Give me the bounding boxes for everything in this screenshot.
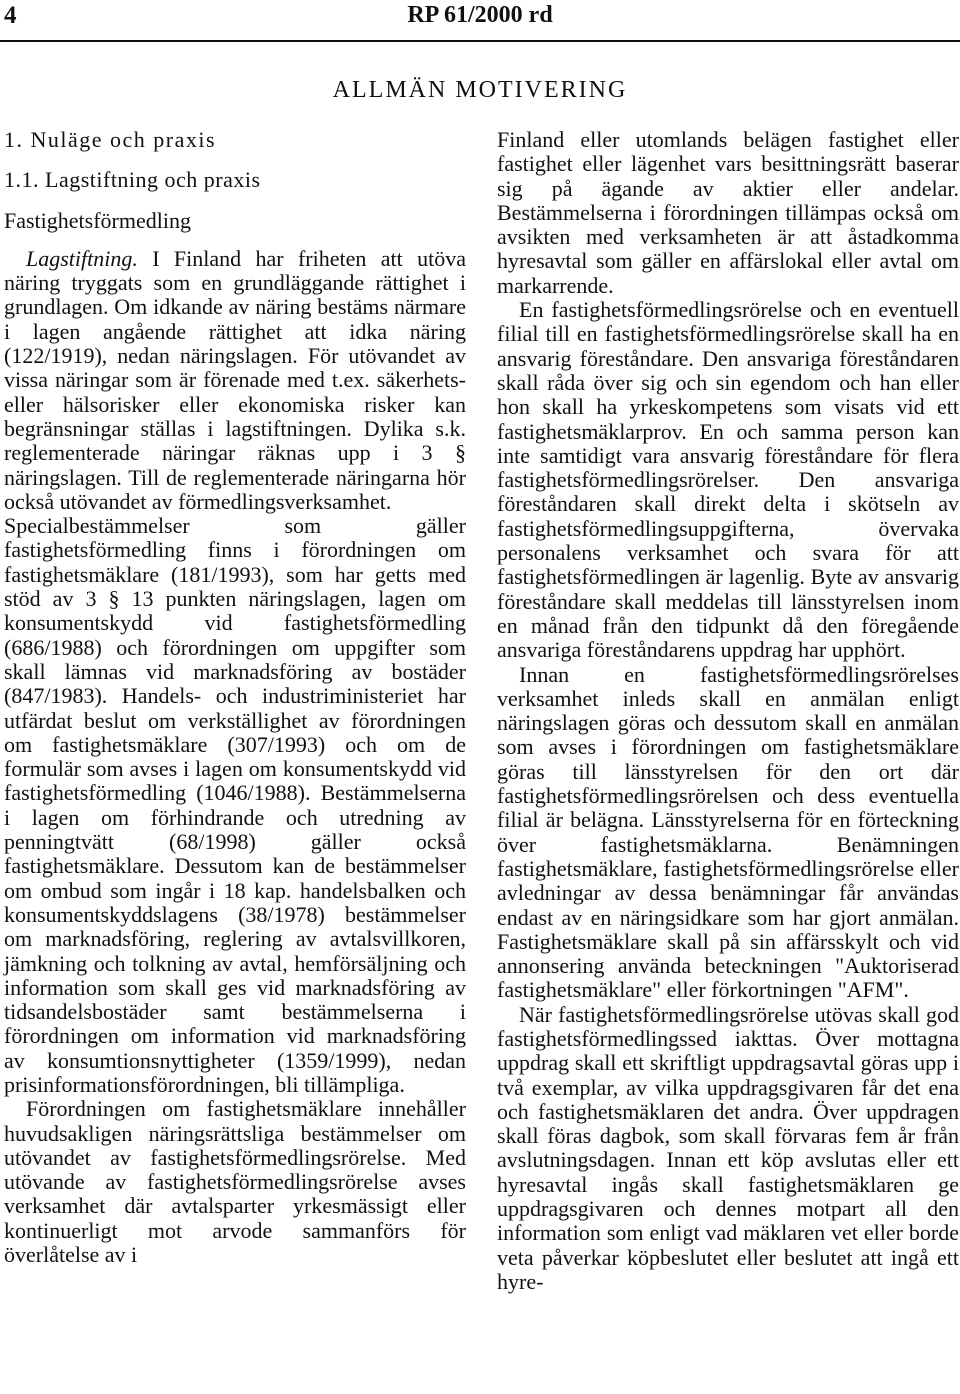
paragraph-lead: Lagstiftning. bbox=[26, 245, 138, 271]
document-id: RP 61/2000 rd bbox=[407, 2, 553, 28]
paragraph: Innan en fastighetsförmedlingsrörelses verksamhet inleds skall en anmälan enligt näringslagen göras och dessutom skall en anmälan som avses i förordningen om fastighetsmäklare göras till länsstyrelsen för den ort där fastighetsförmedlingsrörelsen och dess eventuella filial är belägna. Länsstyrelserna för en förteckning över fastighetsmäklarna. Benämningen fastighetsmäklare, fastighetsförmedlingsrörelse eller avledningar av dessa benämningar får användas endast av en näringsidkare som har gjort anmälan. Fastighetsmäklare skall på sin affärsskylt och vid annonsering använda beteckningen "Auktoriserad fastighetsmäklare" eller förkortningen "AFM". bbox=[497, 661, 959, 1003]
paragraph-text: I Finland har friheten att utöva näring tryggats som en grundläggande rättighet i grundlagen. Om idkande av näring bestäms närmare i lagen angående rättighet att idka näring (122/1919), nedan näringslagen. För utövandet av vissa näringar som är förenade med t.ex. säkerhets- eller hälsorisker eller ekonomiska risker kan begränsningar ställas i lagstiftningen. Dylika s.k. reglementerade näringar räknas upp i 3 § näringslagen. Till de reglementerade näringarna hör också utövandet av förmedlingsverksamhet. bbox=[4, 245, 466, 514]
right-column bbox=[497, 128, 959, 1294]
left-column bbox=[4, 128, 466, 1267]
paragraph: Specialbestämmelser som gäller fastighetsförmedling finns i förordningen om fastighetsmäklare (181/1993), som har getts med stöd av 3 § 13 punkten näringslagen, lagen om konsumentskydd vid fastighetsförmedling (686/1988) och förordningen om uppgifter som skall lämnas vid marknadsföring av bostäder (847/1983). Handels- och industriministeriet har utfärdat beslut om verkställighet av förordningen om fastighetsmäklare (307/1993) och om de formulär som avses i lagen om konsumentskydd vid fastighetsförmedling (1046/1988). Bestämmelserna i lagen om förhindrande och utredning av penningtvätt (68/1998) gäller också fastighetsmäklare. Dessutom kan de bestämmelser om ombud som ingår i 18 kap. handelsbalken och konsumentskyddslagens (38/1978) bestämmelser om marknadsföring, reglering av avtalsvillkoren, jämkning och tolkning av avtal, hemförsäljning och information som skall ges vid marknadsföring av tidsandelsbostäder samt bestämmelserna i förordningen om information vid marknadsföring av konsumtionsnyttigheter (1359/1999), nedan prisinformationsförordningen, bli tillämpliga. bbox=[4, 513, 466, 1097]
page-number: 4 bbox=[4, 2, 17, 29]
paragraph: Förordningen om fastighetsmäklare innehåller huvudsakligen näringsrättsliga bestämmelser om utövandet av fastighetsförmedlingsrörelse. Med utövande av fastighetsförmedlingsrörelse avses verksamhet där avtalsparter yrkesmässigt eller kontinuerligt mot arvode sammanförs för överlåtelse av i bbox=[4, 1096, 466, 1268]
paragraph: En fastighetsförmedlingsrörelse och en eventuell filial till en fastighetsförmedlingsrörelse skall ha en ansvarig föreståndare. Den ansvariga föreståndaren skall råda över sig och sin egendom och han eller hon skall ha yrkeskompetens som visats vid ett fastighetsmäklarprov. En och samma person kan inte samtidigt vara ansvarig föreståndare för flera fastighetsförmedlingsrörelser. Den ansvariga föreståndaren skall direkt delta i skötseln av fastighetsförmedlingsuppgifterna, övervaka personalens verksamhet och svara för att fastighetsförmedlingen är lagenlig. Byte av ansvarig föreståndare skall meddelas till länsstyrelsen inom en månad från den tidpunkt då den föregående ansvariga föreståndarens uppdrag har upphört. bbox=[497, 297, 959, 663]
heading-level-1: 1. Nuläge och praxis bbox=[4, 127, 217, 152]
section-title: ALLMÄN MOTIVERING bbox=[332, 77, 628, 103]
paragraph: När fastighetsförmedlingsrörelse utövas skall god fastighetsförmedlingssed iakttas. Över mottagna uppdrag skall ett skriftligt uppdragsavtal göras upp i två exemplar, av vilka uppdragsgivaren får det ena och fastighetsmäklaren det andra. Över uppdragen skall föras dagbok, som skall förvaras fem år från avslutningsdagen. Innan ett köp avslutas eller ett hyresavtal ingås skall fastighetsmäklaren ge uppdragsgivaren och dennes motpart all den information som enligt vad mäklaren vet eller borde veta påverkar köpbeslutet eller beslutet att ingå ett hyre- bbox=[497, 1001, 959, 1294]
page-header bbox=[0, 0, 960, 36]
heading-level-2: 1.1. Lagstiftning och praxis bbox=[4, 167, 261, 193]
paragraph: Finland eller utomlands belägen fastighet eller fastighet eller lägenhet vars besittningsrätt baserar sig på ägande av aktier eller andelar. Bestämmelserna i förordningen tillämpas också om avsikten med verksamheten är att åstadkomma hyresavtal som gäller en affärslokal eller avtal om markarrende. bbox=[497, 127, 959, 298]
paragraph bbox=[4, 247, 466, 514]
heading-level-3: Fastighetsförmedling bbox=[4, 207, 191, 233]
header-rule bbox=[0, 40, 960, 42]
